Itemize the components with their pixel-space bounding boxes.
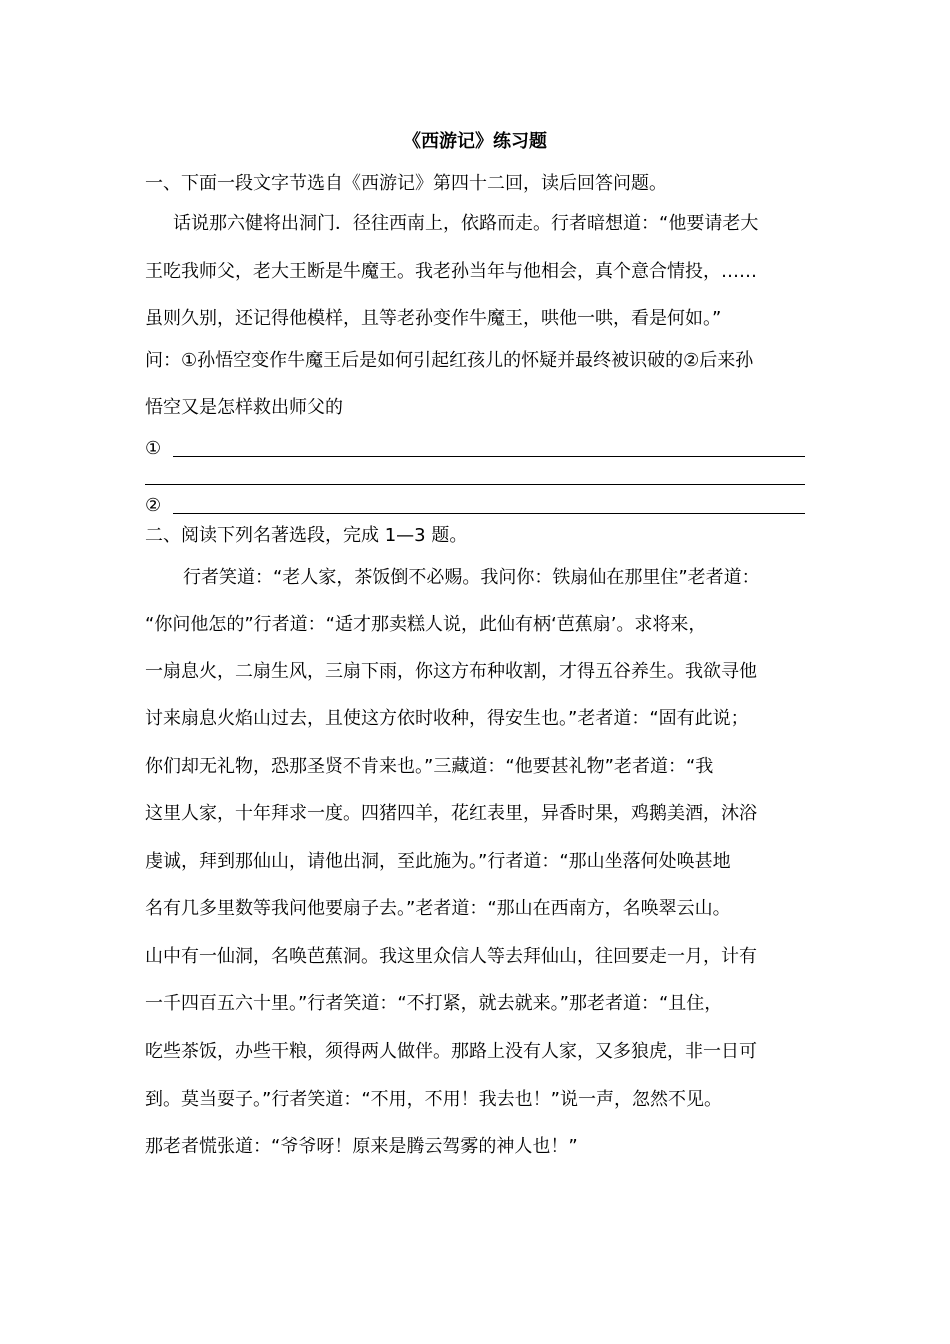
section2-passage-line: “你问他怎的”行者道：“适才那卖糕人说，此仙有柄‘芭蕉扇’。求将来， [145, 614, 707, 635]
answer-line-2[interactable] [145, 494, 805, 518]
section1-passage-line: 虽则久别，还记得他模样，且等老孙变作牛魔王，哄他一哄，看是何如。” [145, 308, 722, 329]
section2-passage-line: 你们却无礼物，恐那圣贤不肯来也。”三藏道：“他要甚礼物”老者道：“我 [145, 756, 714, 777]
section2-passage-line: 山中有一仙洞，名唤芭蕉洞。我这里众信人等去拜仙山，往回要走一月，计有 [145, 946, 757, 967]
answer-rule-extra[interactable] [145, 484, 805, 485]
answer-mark-2: ② [145, 495, 162, 516]
section1-heading: 一、下面一段文字节选自《西游记》第四十二回，读后回答问题。 [145, 173, 667, 194]
section2-passage-line: 这里人家，十年拜求一度。四猪四羊，花红表里，异香时果，鸡鹅美酒，沐浴 [145, 803, 757, 824]
section2-passage-line: 行者笑道：“老人家，茶饭倒不必赐。我问你：铁扇仙在那里住”老者道： [183, 567, 760, 588]
section2-passage-line: 吃些茶饭，办些干粮，须得两人做伴。那路上没有人家，又多狼虎，非一日可 [145, 1041, 757, 1062]
answer-mark-1: ① [145, 438, 162, 459]
section2-passage-line: 讨来扇息火焰山过去，且使这方依时收种，得安生也。”老者道：“固有此说； [145, 708, 749, 729]
section1-question-line: 问：①孙悟空变作牛魔王后是如何引起红孩儿的怀疑并最终被识破的②后来孙 [145, 350, 754, 371]
section2-passage-line: 虔诚，拜到那仙山，请他出洞，至此施为。”行者道：“那山坐落何处唤甚地 [145, 851, 731, 872]
answer-rule [173, 513, 805, 514]
answer-rule [173, 456, 805, 457]
section2-passage-line: 一千四百五六十里。”行者笑道：“不打紧，就去就来。”那老者道：“且住， [145, 993, 723, 1014]
answer-line-1[interactable] [145, 437, 805, 461]
section2-heading: 二、阅读下列名著选段，完成 1—3 题。 [145, 525, 468, 546]
section1-question-line: 悟空又是怎样救出师父的 [145, 397, 343, 418]
section2-passage-line: 名有几多里数等我问他要扇子去。”老者道：“那山在西南方，名唤翠云山。 [145, 898, 731, 919]
section2-passage-line: 到。莫当耍子。”行者笑道：“不用，不用！我去也！”说一声，忽然不见。 [145, 1089, 722, 1110]
section1-passage-line: 王吃我师父，老大王断是牛魔王。我老孙当年与他相会，真个意合情投，…… [145, 261, 757, 282]
section2-passage-line: 那老者慌张道：“爷爷呀！原来是腾云驾雾的神人也！” [145, 1136, 578, 1157]
section2-passage-line: 一扇息火，二扇生风，三扇下雨，你这方布种收割，才得五谷养生。我欲寻他 [145, 661, 757, 682]
page-title: 《西游记》练习题 [403, 131, 547, 152]
section1-passage-line: 话说那六健将出洞门．径往西南上，依路而走。行者暗想道：“他要请老大 [173, 213, 759, 234]
